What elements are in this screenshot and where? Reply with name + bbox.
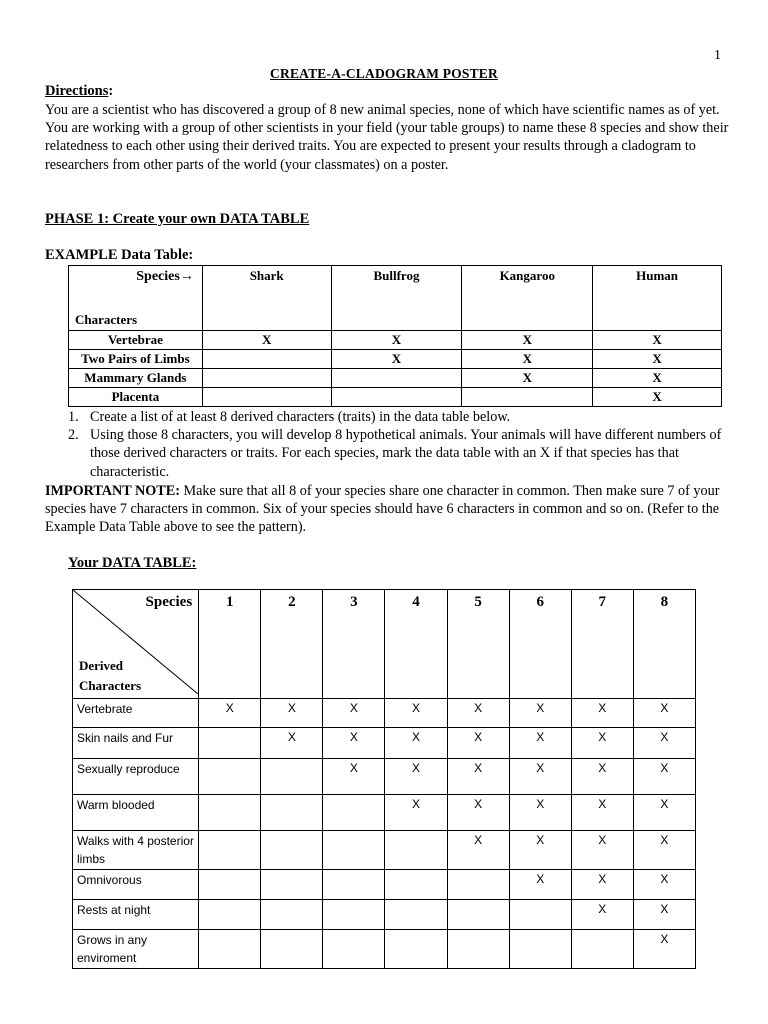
table-cell: X [633,728,695,759]
table-row [73,795,696,831]
directions-colon: : [108,83,114,99]
table-cell [447,870,509,900]
example-cell: X [462,350,593,369]
directions-paragraph: You are a scientist who has discovered a group of 8 new animal species, none of which have scientific names as of yet. You are working with a group of other scientists in your field (your table groups) to name these 8 species and show their relatedness to each other using their derived traits. You are expected to present your results through a cladogram to researchers from other parts of the world (your classmates) on a poster. [45,102,729,173]
table-cell [323,870,385,900]
table-cell [385,870,447,900]
directions-label: Directions [45,83,109,99]
table-cell: X [261,728,323,759]
list-text: Using those 8 characters, you will develop 8 hypothetical animals. Your animals will have different numbers of those derived characters or traits. For each species, mark the data table with an X if that species has that characteristic. [90,427,722,480]
table-cell [509,900,571,930]
example-row-label: Mammary Glands [69,369,203,388]
table-row [73,728,696,759]
row-label: Skin nails and Fur [73,728,199,759]
species-column-header: 3 [323,590,385,699]
table-cell: X [509,795,571,831]
species-column-header: 6 [509,590,571,699]
table-cell: X [509,728,571,759]
example-table-row [69,331,722,350]
species-column-header: 2 [261,590,323,699]
example-characters-header: Characters [75,312,138,327]
table-cell [571,930,633,969]
table-cell [261,870,323,900]
example-row-label: Placenta [69,388,203,407]
list-number: 1. [68,409,79,425]
example-species-header: Species→ [136,269,194,284]
example-cell [202,350,331,369]
example-row-label: Vertebrae [69,331,203,350]
table-cell [261,759,323,795]
table-cell: X [571,699,633,728]
table-cell [323,900,385,930]
table-cell [199,870,261,900]
table-row [73,831,696,870]
table-cell: X [571,795,633,831]
table-cell: X [261,699,323,728]
your-data-table [72,589,696,969]
table-cell: X [385,795,447,831]
table-cell: X [447,795,509,831]
your-data-table-label: Your DATA TABLE: [68,555,197,571]
table-cell [447,900,509,930]
example-table-row [69,388,722,407]
row-label: Walks with 4 posterior limbs [73,831,199,870]
example-table-row [69,369,722,388]
table-cell: X [633,795,695,831]
table-cell [199,831,261,870]
row-label: Rests at night [73,900,199,930]
example-cell [202,388,331,407]
example-column-header: Kangaroo [462,266,593,331]
example-row-label: Two Pairs of Limbs [69,350,203,369]
table-cell: X [571,900,633,930]
table-cell: X [323,759,385,795]
table-cell: X [633,870,695,900]
table-cell: X [633,831,695,870]
example-cell [202,369,331,388]
table-cell: X [447,728,509,759]
table-row [73,930,696,969]
species-column-header: 7 [571,590,633,699]
table-cell [261,930,323,969]
table-cell: X [509,831,571,870]
table-cell: X [633,699,695,728]
table-cell: X [323,699,385,728]
instruction-list [68,408,728,481]
table-cell: X [509,870,571,900]
table-cell: X [571,870,633,900]
list-text: Create a list of at least 8 derived characters (traits) in the data table below. [90,409,511,425]
table-cell [323,831,385,870]
important-note-label: IMPORTANT NOTE: [45,483,180,499]
example-table-corner [69,266,203,331]
table-cell: X [199,699,261,728]
table-row [73,870,696,900]
example-cell: X [202,331,331,350]
table-cell [199,759,261,795]
example-cell: X [331,350,462,369]
list-number: 2. [68,427,79,444]
table-cell [199,930,261,969]
table-cell: X [385,759,447,795]
page-title: CREATE-A-CLADOGRAM POSTER [270,66,498,81]
table-cell: X [633,930,695,969]
table-cell [199,728,261,759]
example-cell: X [462,331,593,350]
table-cell [199,795,261,831]
table-cell: X [323,728,385,759]
table-cell [385,930,447,969]
table-cell: X [447,831,509,870]
table-cell [199,900,261,930]
table-cell [385,900,447,930]
example-cell: X [462,369,593,388]
table-cell [261,831,323,870]
table-cell: X [633,759,695,795]
table-cell: X [385,699,447,728]
data-table-corner [73,590,199,699]
table-cell [261,900,323,930]
table-cell [261,795,323,831]
phase-1-heading: PHASE 1: Create your own DATA TABLE [45,211,310,227]
example-cell: X [593,331,722,350]
example-cell [462,388,593,407]
species-column-header: 5 [447,590,509,699]
example-column-header: Shark [202,266,331,331]
example-table-row [69,350,722,369]
row-label: Omnivorous [73,870,199,900]
table-cell: X [571,728,633,759]
table-cell [385,831,447,870]
example-cell [331,388,462,407]
table-cell [447,930,509,969]
example-cell: X [593,350,722,369]
example-column-header: Bullfrog [331,266,462,331]
species-header: Species [145,594,193,610]
example-cell: X [593,369,722,388]
row-label: Grows in any enviroment [73,930,199,969]
table-row [73,759,696,795]
directions-heading [45,83,113,100]
important-note [45,482,725,537]
row-label: Sexually reproduce [73,759,199,795]
table-cell: X [571,831,633,870]
table-cell: X [447,699,509,728]
important-note-text: Make sure that all 8 of your species share one character in common. Then make sure 7 of your species have 7 characters in common. Six of your species should have 6 characters in common and so on. (Refer to the Example Data Table above to see the pattern). [45,483,720,536]
table-row [73,900,696,930]
table-cell: X [509,699,571,728]
table-row [73,699,696,728]
table-cell [323,930,385,969]
list-item [68,408,728,426]
list-item [68,426,728,481]
table-cell [323,795,385,831]
table-cell: X [447,759,509,795]
arrow-right-icon: → [179,269,194,284]
example-column-header: Human [593,266,722,331]
species-column-header: 8 [633,590,695,699]
example-cell: X [331,331,462,350]
example-data-table [68,265,722,407]
page-number: 1 [714,48,721,63]
table-cell [509,930,571,969]
table-cell: X [633,900,695,930]
species-column-header: 1 [199,590,261,699]
example-cell [331,369,462,388]
table-cell: X [509,759,571,795]
example-cell: X [593,388,722,407]
example-table-label: EXAMPLE Data Table: [45,247,194,263]
table-cell: X [571,759,633,795]
derived-characters-header: Derived Characters [79,658,142,693]
row-label: Vertebrate [73,699,199,728]
row-label: Warm blooded [73,795,199,831]
species-column-header: 4 [385,590,447,699]
table-cell: X [385,728,447,759]
